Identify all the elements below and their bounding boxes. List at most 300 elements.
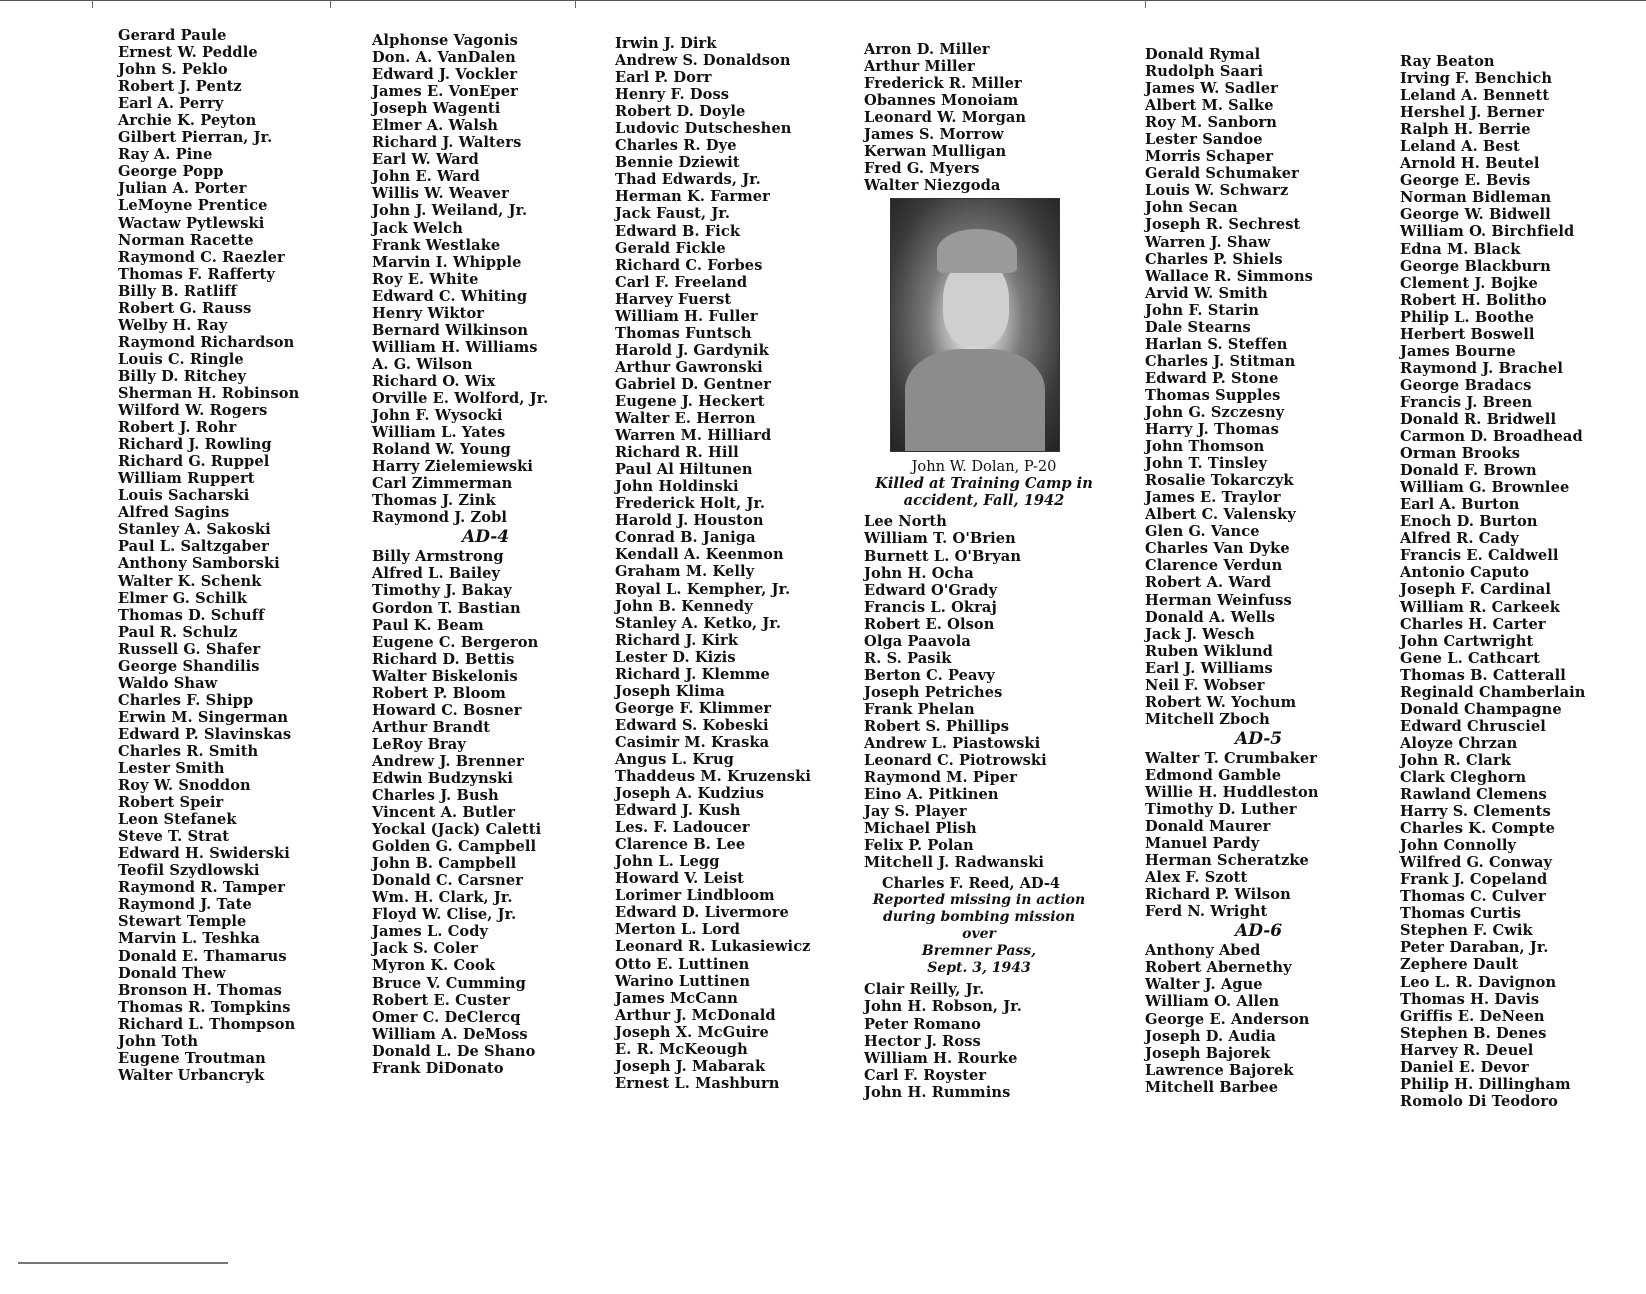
name-entry: Leon Stefanek — [118, 811, 237, 829]
name-entry: William R. Carkeek — [1400, 598, 1560, 616]
name-entry: Arthur Brandt — [372, 718, 491, 736]
name-entry: Joseph F. Cardinal — [1400, 581, 1552, 599]
name-entry: Bernard Wilkinson — [372, 321, 529, 339]
name-entry: Donald A. Wells — [1145, 608, 1276, 626]
name-entry: Eino A. Pitkinen — [864, 786, 999, 804]
name-entry: Gene L. Cathcart — [1400, 649, 1540, 667]
name-entry: Willis W. Weaver — [372, 185, 509, 203]
name-entry: Dale Stearns — [1145, 318, 1251, 336]
column-tick — [1145, 0, 1146, 8]
name-entry: Joseph Wagenti — [372, 100, 501, 118]
photo-figure-cap — [937, 229, 1017, 273]
name-entry: Jack Welch — [372, 219, 463, 237]
name-entry: Billy D. Ritchey — [118, 367, 247, 385]
name-entry: Richard J. Rowling — [118, 436, 272, 454]
name-entry: Albert C. Valensky — [1145, 506, 1296, 524]
name-entry: Ernest L. Mashburn — [615, 1074, 780, 1092]
name-entry: Marvin I. Whipple — [372, 253, 522, 271]
name-entry: Henry Wiktor — [372, 304, 485, 322]
name-entry: Romolo Di Teodoro — [1400, 1092, 1558, 1110]
name-entry: Merton L. Lord — [615, 921, 741, 939]
name-entry: Harvey R. Deuel — [1400, 1041, 1534, 1059]
name-entry: Lester Sandoe — [1145, 131, 1263, 149]
name-entry: Julian A. Porter — [118, 180, 247, 198]
name-entry: Howard C. Bosner — [372, 701, 522, 719]
name-entry: A. G. Wilson — [372, 355, 473, 373]
name-entry: Arvid W. Smith — [1145, 284, 1268, 302]
name-entry: Earl A. Burton — [1400, 496, 1520, 514]
name-entry: Walter T. Crumbaker — [1145, 749, 1318, 767]
name-entry: Reginald Chamberlain — [1400, 683, 1586, 701]
name-entry: Charles P. Shiels — [1145, 250, 1283, 268]
name-entry: Richard C. Forbes — [615, 256, 763, 274]
name-entry: Mitchell Zboch — [1145, 710, 1270, 728]
name-entry: Thomas D. Schuff — [118, 606, 265, 624]
name-entry: Arnold H. Beutel — [1400, 155, 1540, 173]
name-entry: John H. Robson, Jr. — [864, 998, 1022, 1016]
name-list — [1145, 46, 1319, 728]
name-entry: Ernest W. Peddle — [118, 44, 258, 62]
name-entry: George W. Bidwell — [1400, 206, 1551, 224]
name-entry: Frank DiDonato — [372, 1059, 504, 1077]
name-list — [1145, 750, 1319, 920]
column-2 — [372, 32, 548, 1077]
name-entry: Edward J. Vockler — [372, 66, 518, 84]
memorial-note-line: Bremner Pass, — [921, 943, 1037, 960]
name-entry: Walter J. Ague — [1145, 976, 1263, 994]
memorial-photo — [890, 198, 1060, 452]
name-entry: Richard L. Thompson — [118, 1015, 296, 1033]
name-entry: George F. Klimmer — [615, 699, 772, 717]
name-entry: Norman Racette — [118, 231, 254, 249]
name-entry: Richard P. Wilson — [1145, 886, 1291, 904]
name-entry: Donald R. Bridwell — [1400, 410, 1557, 428]
name-entry: Enoch D. Burton — [1400, 513, 1538, 531]
name-entry: George E. Bevis — [1400, 172, 1531, 190]
column-tick — [330, 0, 331, 8]
name-entry: Myron K. Cook — [372, 957, 496, 975]
name-entry: Rawland Clemens — [1400, 786, 1547, 804]
name-entry: Irving F. Benchich — [1400, 70, 1553, 88]
name-entry: James E. Traylor — [1145, 489, 1281, 507]
name-entry: Gerald Schumaker — [1145, 165, 1299, 183]
name-entry: Roy W. Snoddon — [118, 777, 251, 795]
name-entry: Robert A. Ward — [1145, 574, 1272, 592]
name-entry: Donald Thew — [118, 964, 226, 982]
name-entry: Harry J. Thomas — [1145, 421, 1279, 439]
name-entry: Thomas Curtis — [1400, 905, 1522, 923]
name-entry: Harvey Fuerst — [615, 290, 732, 308]
name-entry: Richard R. Hill — [615, 444, 739, 462]
name-entry: Paul Al Hiltunen — [615, 461, 753, 479]
name-entry: Graham M. Kelly — [615, 563, 755, 581]
name-entry: Paul K. Beam — [372, 616, 484, 634]
name-entry: Francis J. Breen — [1400, 393, 1533, 411]
name-entry: Berton C. Peavy — [864, 666, 995, 684]
name-entry: Earl J. Williams — [1145, 659, 1273, 677]
name-entry: Charles Van Dyke — [1145, 540, 1290, 558]
name-entry: Leonard R. Lukasiewicz — [615, 938, 811, 956]
name-entry: Wilfred G. Conway — [1400, 854, 1553, 872]
name-entry: Glen G. Vance — [1145, 523, 1260, 541]
name-entry: William A. DeMoss — [372, 1025, 528, 1043]
name-entry: James McCann — [615, 989, 738, 1007]
name-entry: Charles R. Smith — [118, 742, 259, 760]
name-entry: Donald L. De Shano — [372, 1042, 536, 1060]
name-entry: Daniel E. Devor — [1400, 1058, 1529, 1076]
name-entry: Gabriel D. Gentner — [615, 375, 772, 393]
name-entry: Stephen F. Cwik — [1400, 922, 1533, 940]
name-entry: Stanley A. Sakoski — [118, 521, 271, 539]
name-entry: Louis C. Ringle — [118, 350, 244, 368]
name-entry: William H. Rourke — [864, 1049, 1018, 1067]
name-entry: Louis Sacharski — [118, 487, 250, 505]
name-entry: John B. Kennedy — [615, 597, 753, 615]
name-entry: Herman K. Farmer — [615, 188, 770, 206]
name-entry: Marvin L. Teshka — [118, 930, 260, 948]
name-entry: Raymond J. Tate — [118, 896, 252, 914]
name-entry: William G. Brownlee — [1400, 479, 1570, 497]
name-entry: Robert Speir — [118, 794, 224, 812]
name-entry: Lorimer Lindbloom — [615, 887, 775, 905]
name-entry: Donald E. Thamarus — [118, 947, 287, 965]
name-entry: John L. Legg — [615, 853, 720, 871]
name-entry: Edward C. Whiting — [372, 287, 528, 305]
name-entry: Herman Weinfuss — [1145, 591, 1292, 609]
name-entry: Gilbert Pierran, Jr. — [118, 129, 273, 147]
name-entry: Edward P. Slavinskas — [118, 725, 292, 743]
name-entry: Gerard Paule — [118, 27, 227, 44]
name-entry: Conrad B. Janiga — [615, 529, 756, 547]
name-entry: John H. Rummins — [864, 1083, 1011, 1101]
name-entry: Donald Champagne — [1400, 700, 1562, 718]
name-entry: Stephen B. Denes — [1400, 1024, 1547, 1042]
name-entry: Ray Beaton — [1400, 53, 1495, 70]
memorial-name: Charles F. Reed, AD-4 — [882, 875, 1061, 893]
name-entry: Robert Abernethy — [1145, 959, 1292, 977]
name-entry: Raymond M. Piper — [864, 769, 1018, 787]
name-entry: Frank Phelan — [864, 700, 975, 718]
name-entry: Clement J. Bojke — [1400, 274, 1538, 292]
name-entry: Rosalie Tokarczyk — [1145, 472, 1294, 490]
name-entry: Andrew S. Donaldson — [615, 52, 791, 70]
memorial-note-line: during bombing mission over — [882, 909, 1076, 943]
name-entry: Rudolph Saari — [1145, 63, 1264, 81]
column-tick — [575, 0, 576, 8]
name-entry: Paul L. Saltzgaber — [118, 538, 269, 556]
name-entry: Timothy J. Bakay — [372, 582, 512, 600]
name-entry: Richard J. Klemme — [615, 665, 770, 683]
name-entry: Joseph A. Kudzius — [615, 785, 765, 803]
name-entry: Arthur Miller — [864, 58, 975, 76]
top-rule — [0, 0, 1646, 1]
name-entry: Olga Paavola — [864, 632, 971, 650]
name-entry: Ludovic Dutscheshen — [615, 120, 792, 138]
name-entry: Sherman H. Robinson — [118, 384, 300, 402]
name-entry: Joseph D. Audia — [1145, 1027, 1276, 1045]
name-entry: Casimir M. Kraska — [615, 733, 770, 751]
name-entry: Donald Maurer — [1145, 818, 1271, 836]
name-entry: Teofil Szydlowski — [118, 862, 260, 880]
name-entry: Russell G. Shafer — [118, 640, 261, 658]
name-entry: Burnett L. O'Bryan — [864, 547, 1022, 565]
name-entry: Raymond R. Tamper — [118, 879, 285, 897]
name-entry: Eugene Troutman — [118, 1049, 266, 1067]
name-entry: Archie K. Peyton — [118, 112, 257, 130]
name-entry: Billy Armstrong — [372, 548, 504, 566]
name-entry: Jay S. Player — [864, 803, 967, 821]
name-entry: Thomas R. Tompkins — [118, 998, 291, 1016]
name-entry: Warren M. Hilliard — [615, 427, 772, 445]
bottom-rule — [18, 1262, 228, 1264]
name-entry: Warren J. Shaw — [1145, 233, 1271, 251]
name-entry: John H. Ocha — [864, 564, 974, 582]
name-entry: Ferd N. Wright — [1145, 903, 1268, 921]
name-entry: Irwin J. Dirk — [615, 35, 717, 52]
name-entry: Thomas J. Zink — [372, 492, 496, 510]
name-entry: Earl P. Dorr — [615, 69, 712, 87]
name-entry: Bennie Dziewit — [615, 154, 740, 172]
name-entry: Joseph Klima — [615, 682, 725, 700]
name-entry: Thomas C. Culver — [1400, 888, 1546, 906]
name-entry: Herman Scheratzke — [1145, 852, 1309, 870]
name-entry: R. S. Pasik — [864, 649, 952, 667]
name-entry: George Shandilis — [118, 657, 260, 675]
name-entry: Gordon T. Bastian — [372, 599, 521, 617]
name-entry: Angus L. Krug — [615, 750, 734, 768]
name-entry: Billy B. Ratliff — [118, 282, 237, 300]
name-entry: Carl F. Freeland — [615, 273, 748, 291]
name-entry: Leo L. R. Davignon — [1400, 973, 1557, 991]
name-entry: Leland A. Bennett — [1400, 87, 1550, 105]
name-entry: Raymond J. Zobl — [372, 509, 508, 527]
name-list — [864, 513, 1104, 871]
name-entry: Robert P. Bloom — [372, 684, 506, 702]
name-entry: Ray A. Pine — [118, 146, 213, 164]
name-entry: Timothy D. Luther — [1145, 801, 1297, 819]
name-list — [372, 32, 548, 526]
name-entry: Charles J. Bush — [372, 787, 499, 805]
name-entry: Donald C. Carsner — [372, 872, 524, 890]
name-entry: Alex F. Szott — [1145, 869, 1248, 887]
name-entry: Edna M. Black — [1400, 240, 1521, 258]
name-entry: Les. F. Ladoucer — [615, 819, 750, 837]
name-entry: John F. Wysocki — [372, 407, 503, 425]
name-entry: Richard G. Ruppel — [118, 453, 270, 471]
name-entry: Steve T. Strat — [118, 828, 230, 846]
name-entry: John E. Ward — [372, 168, 480, 186]
name-entry: George Blackburn — [1400, 257, 1551, 275]
name-entry: Earl A. Perry — [118, 95, 224, 113]
name-entry: Norman Bidleman — [1400, 189, 1552, 207]
name-entry: Clark Cleghorn — [1400, 768, 1527, 786]
name-entry: Yockal (Jack) Caletti — [372, 821, 542, 839]
memorial-note-line: Sept. 3, 1943 — [927, 960, 1031, 977]
name-entry: Peter Romano — [864, 1015, 981, 1033]
name-entry: Michael Plish — [864, 820, 977, 838]
name-entry: John Holdinski — [615, 478, 739, 496]
name-entry: Eugene J. Heckert — [615, 392, 765, 410]
name-entry: Roy E. White — [372, 270, 479, 288]
name-entry: Alfred Sagins — [118, 504, 230, 522]
name-entry: Clarence B. Lee — [615, 836, 746, 854]
name-list — [1400, 53, 1586, 1110]
name-entry: Wallace R. Simmons — [1145, 267, 1313, 285]
name-entry: Thomas H. Davis — [1400, 990, 1540, 1008]
name-entry: Anthony Samborski — [118, 555, 280, 573]
name-entry: Morris Schaper — [1145, 148, 1274, 166]
name-entry: Erwin M. Singerman — [118, 708, 289, 726]
name-entry: William H. Fuller — [615, 307, 758, 325]
name-entry: Robert W. Yochum — [1145, 693, 1297, 711]
caption-note-line: accident, Fall, 1942 — [903, 492, 1065, 510]
name-entry: Harlan S. Steffen — [1145, 335, 1288, 353]
name-entry: Eugene C. Bergeron — [372, 633, 539, 651]
name-entry: Francis L. Okraj — [864, 598, 997, 616]
name-list — [1145, 942, 1319, 1095]
name-entry: Harold J. Houston — [615, 512, 764, 530]
caption-note-line: Killed at Training Camp in — [875, 475, 1093, 493]
name-list — [864, 981, 1104, 1100]
photo-figure-body — [905, 349, 1045, 451]
name-entry: George Bradacs — [1400, 376, 1532, 394]
name-entry: Paul R. Schulz — [118, 623, 238, 641]
name-entry: Walter Niezgoda — [864, 177, 1001, 195]
name-entry: Otto E. Luttinen — [615, 955, 750, 973]
name-entry: Charles H. Carter — [1400, 615, 1546, 633]
name-entry: Edward S. Kobeski — [615, 716, 769, 734]
name-entry: Arthur Gawronski — [615, 358, 763, 376]
name-entry: George Popp — [118, 163, 224, 181]
name-entry: Kerwan Mulligan — [864, 143, 1007, 161]
caption-name: John W. Dolan, P-20 — [911, 458, 1057, 476]
name-entry: Harold J. Gardynik — [615, 341, 769, 359]
name-entry: Henry F. Doss — [615, 86, 730, 104]
name-entry: Mitchell J. Radwanski — [864, 854, 1045, 872]
name-entry: Richard J. Kirk — [615, 631, 739, 649]
name-entry: Andrew L. Piastowski — [864, 735, 1041, 753]
name-entry: Roy M. Sanborn — [1145, 114, 1277, 132]
name-entry: Jack Faust, Jr. — [615, 205, 731, 223]
name-entry: Robert D. Doyle — [615, 103, 746, 121]
name-entry: Joseph X. McGuire — [615, 1023, 769, 1041]
name-entry: LeRoy Bray — [372, 735, 466, 753]
name-entry: Griffis E. DeNeen — [1400, 1007, 1545, 1025]
name-entry: John Thomson — [1145, 438, 1265, 456]
name-entry: Raymond J. Brachel — [1400, 359, 1564, 377]
name-entry: William O. Birchfield — [1400, 223, 1575, 241]
name-entry: Herbert Boswell — [1400, 325, 1535, 343]
name-entry: Ruben Wiklund — [1145, 642, 1273, 660]
name-entry: Thaddeus M. Kruzenski — [615, 768, 811, 786]
column-tick — [92, 0, 93, 8]
name-entry: Golden G. Campbell — [372, 838, 537, 856]
name-entry: Obannes Monoiam — [864, 92, 1019, 110]
name-entry: William T. O'Brien — [864, 530, 1016, 548]
name-entry: Lee North — [864, 513, 947, 531]
name-entry: Philip L. Boothe — [1400, 308, 1534, 326]
name-entry: Gerald Fickle — [615, 239, 726, 257]
name-list — [118, 27, 299, 1084]
name-entry: Wilford W. Rogers — [118, 402, 268, 420]
name-entry: Edwin Budzynski — [372, 769, 514, 787]
name-entry: Felix P. Polan — [864, 837, 974, 855]
name-entry: William H. Williams — [372, 338, 538, 356]
column-3 — [615, 35, 811, 1092]
name-entry: Stanley A. Ketko, Jr. — [615, 614, 782, 632]
name-entry: Waldo Shaw — [118, 674, 218, 692]
name-entry: Carmon D. Broadhead — [1400, 428, 1583, 446]
name-entry: Edward B. Fick — [615, 222, 741, 240]
photo-caption — [864, 458, 1104, 509]
name-entry: Anthony Abed — [1145, 942, 1261, 960]
name-entry: Thomas F. Rafferty — [118, 265, 275, 283]
name-entry: Charles F. Shipp — [118, 691, 254, 709]
name-entry: Earl W. Ward — [372, 151, 479, 169]
section-heading-ad6: AD-6 — [1235, 921, 1283, 942]
name-entry: Lester D. Kizis — [615, 648, 736, 666]
name-entry: Joseph R. Sechrest — [1145, 216, 1301, 234]
name-entry: Hershel J. Berner — [1400, 104, 1545, 122]
name-entry: Frank J. Copeland — [1400, 871, 1548, 889]
name-entry: Thomas Funtsch — [615, 324, 752, 342]
name-entry: Aloyze Chrzan — [1400, 734, 1518, 752]
name-entry: Robert E. Custer — [372, 991, 510, 1009]
section-heading-ad4: AD-4 — [462, 527, 510, 548]
name-entry: John T. Tinsley — [1145, 455, 1268, 473]
name-entry: Stewart Temple — [118, 913, 247, 931]
name-entry: Robert S. Phillips — [864, 717, 1010, 735]
name-entry: Omer C. DeClercq — [372, 1008, 521, 1026]
name-entry: Carl F. Royster — [864, 1066, 987, 1084]
name-entry: Elmer G. Schilk — [118, 589, 248, 607]
name-entry: Frederick Holt, Jr. — [615, 495, 766, 513]
name-entry: Carl Zimmerman — [372, 475, 513, 493]
name-entry: Thomas Supples — [1145, 386, 1281, 404]
name-entry: Walter E. Herron — [615, 410, 756, 428]
name-list — [864, 41, 1104, 194]
name-entry: Louis W. Schwarz — [1145, 182, 1289, 200]
name-entry: Arron D. Miller — [864, 41, 990, 58]
name-entry: Robert J. Pentz — [118, 78, 242, 96]
name-list — [372, 548, 548, 1076]
name-entry: Charles K. Compte — [1400, 820, 1556, 838]
name-entry: Peter Daraban, Jr. — [1400, 939, 1549, 957]
name-entry: Alphonse Vagonis — [372, 32, 518, 49]
name-entry: Fred G. Myers — [864, 160, 980, 178]
name-entry: Joseph Petriches — [864, 683, 1003, 701]
name-entry: Francis E. Caldwell — [1400, 547, 1559, 565]
name-entry: John G. Szczesny — [1145, 403, 1285, 421]
name-entry: Walter Urbancryk — [118, 1066, 265, 1084]
name-entry: Albert M. Salke — [1145, 97, 1274, 115]
name-entry: Edward H. Swiderski — [118, 845, 290, 863]
name-entry: Edward Chrusciel — [1400, 717, 1546, 735]
name-entry: Elmer A. Walsh — [372, 117, 498, 135]
name-entry: Edward P. Stone — [1145, 369, 1279, 387]
name-entry: Robert G. Rauss — [118, 299, 252, 317]
name-entry: Jack S. Coler — [372, 940, 478, 958]
name-entry: Donald F. Brown — [1400, 462, 1537, 480]
name-entry: Kendall A. Keenmon — [615, 546, 784, 564]
name-entry: Orville E. Wolford, Jr. — [372, 389, 549, 407]
name-entry: John Cartwright — [1400, 632, 1534, 650]
name-entry: Philip H. Dillingham — [1400, 1075, 1571, 1093]
name-entry: William Ruppert — [118, 470, 255, 488]
name-entry: Robert H. Bolitho — [1400, 291, 1547, 309]
section-heading-ad5: AD-5 — [1235, 728, 1283, 749]
name-entry: Leonard C. Piotrowski — [864, 752, 1047, 770]
